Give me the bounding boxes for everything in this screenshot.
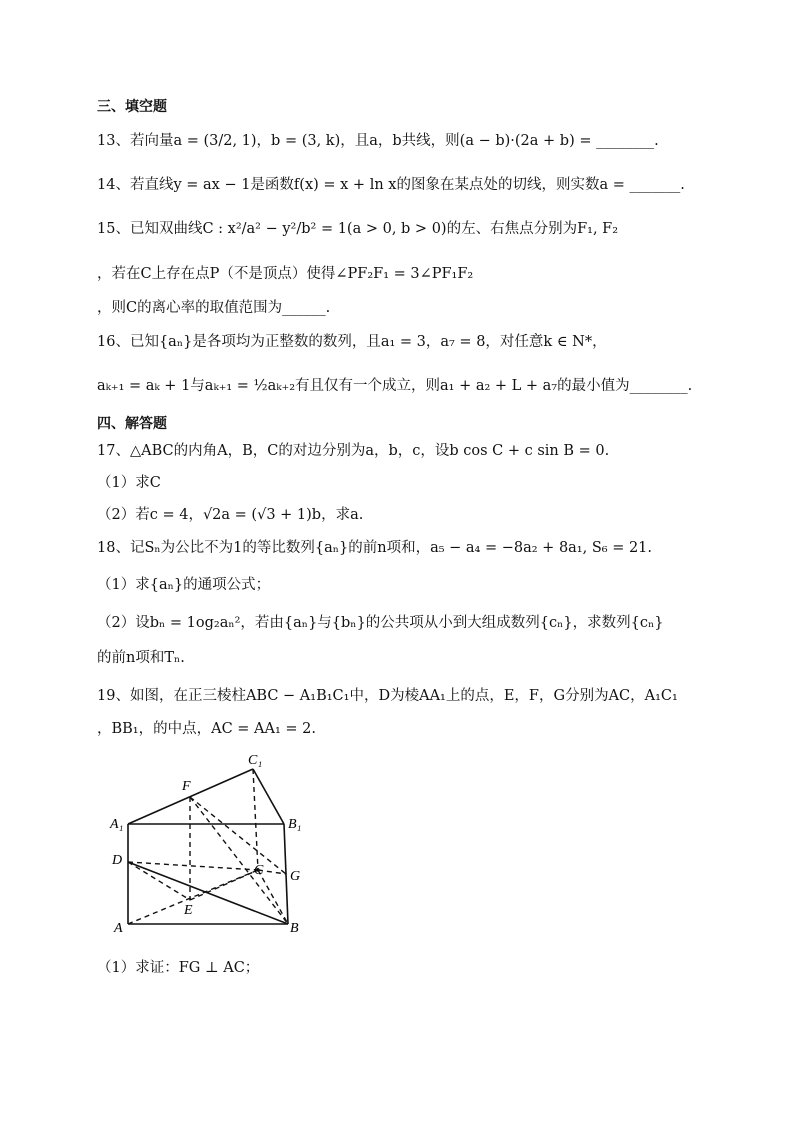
label-G: G [290,869,301,884]
problem-19-part-1: （1）求证：FG ⊥ AC； [97,960,260,976]
problem-13: 13、若向量a = (3/2, 1)，b = (3, k)，且a，b共线，则(a − b)·(2a + b) = ________. [97,133,659,149]
problem-19-line-2: ，BB₁，的中点，AC = AA₁ = 2. [97,721,317,737]
label-F: F [182,779,191,794]
problem-14: 14、若直线y = ax − 1是函数f(x) = x + ln x的图象在某点处的切线，则实数a = _______. [97,177,685,193]
problem-17-part-1: （1）求C [97,475,161,491]
label-B1: B₁ [288,817,302,832]
label-D: D [112,853,123,868]
problem-19-line-1: 19、如图，在正三棱柱ABC − A₁B₁C₁中，D为棱AA₁上的点，E，F，G分别为AC，A₁C₁ [97,688,678,704]
problem-16-line-2: aₖ₊₁ = aₖ + 1与aₖ₊₁ = ½aₖ₊₂有且仅有一个成立，则a₁ + a₂ + L + a₇的最小值为________. [97,378,693,394]
section-title-fill-in: 三、填空题 [97,99,167,115]
label-C: C [254,863,264,878]
problem-15-line-2: ，若在C上存在点P（不是顶点）使得∠PF₂F₁ = 3∠PF₁F₂ [97,266,474,282]
problem-17-part-2: （2）若c = 4，√2a = (√3 + 1)b，求a. [97,507,364,523]
label-E: E [184,903,193,918]
section-title-answers: 四、解答题 [97,416,167,432]
problem-15-line-1: 15、已知双曲线C : x²/a² − y²/b² = 1(a > 0, b > 0)的左、右焦点分别为F₁, F₂ [97,221,619,237]
problem-18-line-4: 的前n项和Tₙ. [97,650,185,666]
label-A1: A₁ [110,817,124,832]
prism-figure [108,752,308,942]
label-B: B [290,921,299,936]
problem-15-line-3: ，则C的离心率的取值范围为______. [97,300,331,316]
problem-16-line-1: 16、已知{aₙ}是各项均为正整数的数列，且a₁ = 3，a₇ = 8，对任意k ∈ N*， [97,334,607,350]
problem-18-part-1: （1）求{aₙ}的通项公式； [97,577,271,593]
label-A: A [114,921,123,936]
label-C1: C₁ [248,753,263,768]
problem-17-line-1: 17、△ABC的内角A，B，C的对边分别为a，b，c，设b cos C + c sin B = 0. [97,443,610,459]
problem-18-line-1: 18、记Sₙ为公比不为1的等比数列{aₙ}的前n项和，a₅ − a₄ = −8a₂ + 8a₁, S₆ = 21. [97,540,653,556]
problem-18-part-2: （2）设bₙ = 1og₂aₙ²，若由{aₙ}与{bₙ}的公共项从小到大组成数列{cₙ}，求数列{cₙ} [97,615,664,631]
